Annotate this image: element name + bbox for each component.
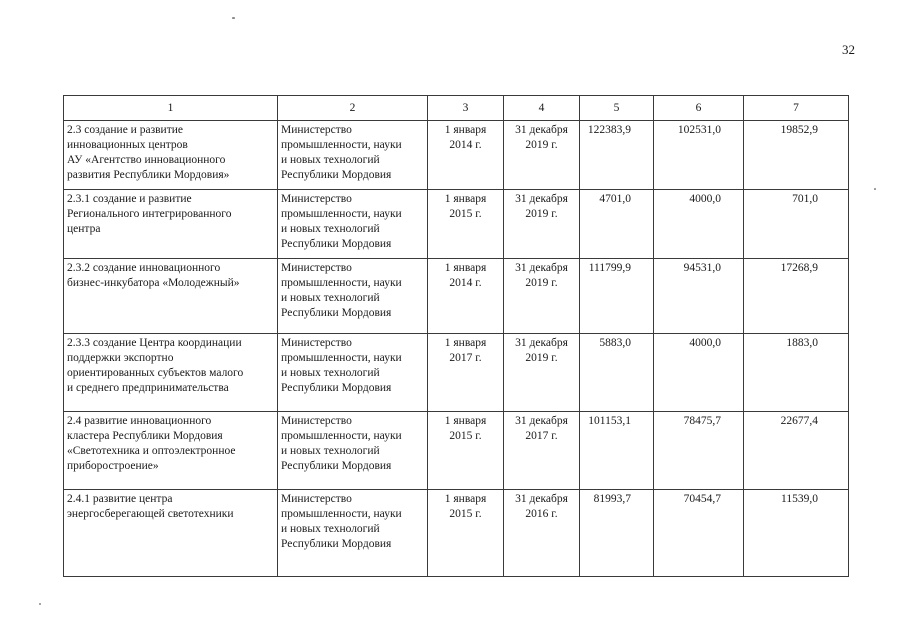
value-col6-cell: 70454,7 bbox=[654, 490, 744, 577]
organization-line: промышленности, науки bbox=[281, 139, 402, 151]
activity-name-line: 2.4.1 развитие центра bbox=[67, 493, 173, 505]
header-cell: 5 bbox=[580, 96, 654, 121]
start-date-line: 1 января bbox=[444, 337, 487, 349]
value-col7-cell: 1883,0 bbox=[744, 334, 849, 412]
end-date-line: 31 декабря bbox=[515, 337, 568, 349]
organization-line: и новых технологий bbox=[281, 523, 380, 535]
activity-name-cell bbox=[64, 412, 278, 490]
start-date-cell bbox=[428, 412, 504, 490]
organization-line: промышленности, науки bbox=[281, 352, 402, 364]
organization-line: Республики Мордовия bbox=[281, 382, 392, 394]
organization-line: Министерство bbox=[281, 337, 352, 349]
start-date-cell bbox=[428, 259, 504, 334]
start-date-line: 1 января bbox=[444, 493, 487, 505]
start-date-line: 2017 г. bbox=[449, 352, 482, 364]
organization-line: промышленности, науки bbox=[281, 208, 402, 220]
start-date-line: 1 января bbox=[444, 415, 487, 427]
value-col6-cell: 102531,0 bbox=[654, 121, 744, 190]
activity-name-line: инновационных центров bbox=[67, 139, 188, 151]
start-date-cell bbox=[428, 121, 504, 190]
table-row bbox=[64, 259, 849, 334]
organization-line: промышленности, науки bbox=[281, 277, 402, 289]
value-col5-cell: 4701,0 bbox=[580, 190, 654, 259]
header-cell: 3 bbox=[428, 96, 504, 121]
organization-line: Республики Мордовия bbox=[281, 238, 392, 250]
start-date-line: 2014 г. bbox=[449, 139, 482, 151]
scan-speck bbox=[232, 17, 235, 19]
organization-cell bbox=[278, 334, 428, 412]
organization-cell bbox=[278, 259, 428, 334]
header-cell: 2 bbox=[278, 96, 428, 121]
value-col5-cell: 5883,0 bbox=[580, 334, 654, 412]
start-date-line: 2015 г. bbox=[449, 208, 482, 220]
activity-name-line: ориентированных субъектов малого bbox=[67, 367, 244, 379]
organization-line: промышленности, науки bbox=[281, 508, 402, 520]
activity-name-line: и среднего предпринимательства bbox=[67, 382, 229, 394]
start-date-line: 2015 г. bbox=[449, 430, 482, 442]
value-col7-cell: 22677,4 bbox=[744, 412, 849, 490]
header-cell: 1 bbox=[64, 96, 278, 121]
value-col6-cell: 78475,7 bbox=[654, 412, 744, 490]
end-date-cell bbox=[504, 334, 580, 412]
value-col7-cell: 11539,0 bbox=[744, 490, 849, 577]
value-col5-cell: 122383,9 bbox=[580, 121, 654, 190]
activity-name-line: Регионального интегрированного bbox=[67, 208, 232, 220]
start-date-line: 1 января bbox=[444, 262, 487, 274]
activity-name-line: 2.3.2 создание инновационного bbox=[67, 262, 221, 274]
activity-name-line: «Светотехника и оптоэлектронное bbox=[67, 445, 236, 457]
activity-name-cell bbox=[64, 190, 278, 259]
page-number: 32 bbox=[842, 42, 855, 57]
end-date-line: 31 декабря bbox=[515, 493, 568, 505]
header-cell: 6 bbox=[654, 96, 744, 121]
end-date-cell bbox=[504, 259, 580, 334]
organization-line: и новых технологий bbox=[281, 223, 380, 235]
end-date-cell bbox=[504, 190, 580, 259]
end-date-line: 2016 г. bbox=[525, 508, 558, 520]
end-date-line: 31 декабря bbox=[515, 124, 568, 136]
table-row bbox=[64, 121, 849, 190]
organization-line: промышленности, науки bbox=[281, 430, 402, 442]
activity-name-line: бизнес-инкубатора «Молодежный» bbox=[67, 277, 240, 289]
activity-name-cell bbox=[64, 334, 278, 412]
activity-name-line: приборостроение» bbox=[67, 460, 159, 472]
scan-speck bbox=[39, 603, 41, 605]
activity-name-cell bbox=[64, 490, 278, 577]
organization-cell bbox=[278, 121, 428, 190]
activity-name-line: кластера Республики Мордовия bbox=[67, 430, 223, 442]
end-date-line: 31 декабря bbox=[515, 262, 568, 274]
header-cell: 4 bbox=[504, 96, 580, 121]
start-date-line: 1 января bbox=[444, 124, 487, 136]
table-row bbox=[64, 334, 849, 412]
organization-line: и новых технологий bbox=[281, 367, 380, 379]
start-date-cell bbox=[428, 190, 504, 259]
table-row bbox=[64, 190, 849, 259]
value-col6-cell: 4000,0 bbox=[654, 190, 744, 259]
end-date-line: 31 декабря bbox=[515, 193, 568, 205]
value-col7-cell: 19852,9 bbox=[744, 121, 849, 190]
organization-line: Министерство bbox=[281, 124, 352, 136]
end-date-cell bbox=[504, 121, 580, 190]
header-row bbox=[64, 96, 849, 121]
value-col7-cell: 701,0 bbox=[744, 190, 849, 259]
organization-line: Министерство bbox=[281, 262, 352, 274]
value-col5-cell: 81993,7 bbox=[580, 490, 654, 577]
organization-cell bbox=[278, 190, 428, 259]
header-cell: 7 bbox=[744, 96, 849, 121]
organization-line: Министерство bbox=[281, 493, 352, 505]
end-date-line: 2017 г. bbox=[525, 430, 558, 442]
table-row bbox=[64, 412, 849, 490]
activity-name-line: 2.3 создание и развитие bbox=[67, 124, 183, 136]
end-date-line: 2019 г. bbox=[525, 139, 558, 151]
activity-name-cell bbox=[64, 259, 278, 334]
organization-line: Республики Мордовия bbox=[281, 307, 392, 319]
organization-line: Республики Мордовия bbox=[281, 169, 392, 181]
start-date-line: 1 января bbox=[444, 193, 487, 205]
organization-line: Республики Мордовия bbox=[281, 460, 392, 472]
activity-name-line: АУ «Агентство инновационного bbox=[67, 154, 226, 166]
table-row bbox=[64, 490, 849, 577]
end-date-line: 2019 г. bbox=[525, 208, 558, 220]
activity-name-cell bbox=[64, 121, 278, 190]
value-col5-cell: 111799,9 bbox=[580, 259, 654, 334]
value-col6-cell: 94531,0 bbox=[654, 259, 744, 334]
organization-cell bbox=[278, 412, 428, 490]
organization-line: Министерство bbox=[281, 193, 352, 205]
start-date-line: 2015 г. bbox=[449, 508, 482, 520]
end-date-cell bbox=[504, 412, 580, 490]
start-date-cell bbox=[428, 334, 504, 412]
organization-cell bbox=[278, 490, 428, 577]
end-date-line: 2019 г. bbox=[525, 277, 558, 289]
organization-line: и новых технологий bbox=[281, 292, 380, 304]
value-col6-cell: 4000,0 bbox=[654, 334, 744, 412]
activity-name-line: 2.3.1 создание и развитие bbox=[67, 193, 192, 205]
activity-name-line: 2.3.3 создание Центра координации bbox=[67, 337, 242, 349]
end-date-cell bbox=[504, 490, 580, 577]
activity-name-line: центра bbox=[67, 223, 101, 235]
organization-line: Республики Мордовия bbox=[281, 538, 392, 550]
activity-name-line: 2.4 развитие инновационного bbox=[67, 415, 212, 427]
end-date-line: 2019 г. bbox=[525, 352, 558, 364]
end-date-line: 31 декабря bbox=[515, 415, 568, 427]
start-date-cell bbox=[428, 490, 504, 577]
organization-line: и новых технологий bbox=[281, 445, 380, 457]
start-date-line: 2014 г. bbox=[449, 277, 482, 289]
value-col7-cell: 17268,9 bbox=[744, 259, 849, 334]
activity-name-line: развития Республики Мордовия» bbox=[67, 169, 230, 181]
organization-line: Министерство bbox=[281, 415, 352, 427]
activity-name-line: поддержки экспортно bbox=[67, 352, 174, 364]
value-col5-cell: 101153,1 bbox=[580, 412, 654, 490]
budget-table bbox=[63, 95, 849, 577]
scan-speck bbox=[874, 188, 876, 190]
organization-line: и новых технологий bbox=[281, 154, 380, 166]
activity-name-line: энергосберегающей светотехники bbox=[67, 508, 234, 520]
